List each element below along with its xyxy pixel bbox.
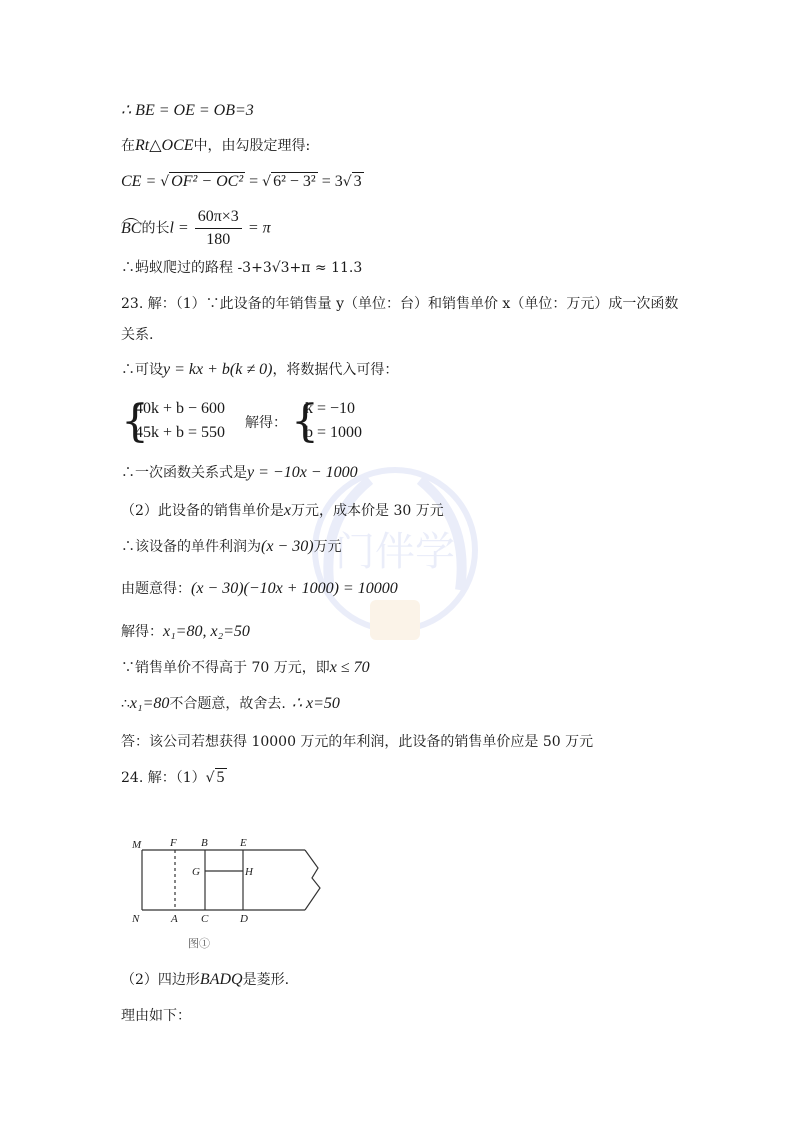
rectangle-fold-figure [120, 830, 340, 940]
label-C: C [201, 913, 209, 925]
label-N: N [132, 913, 140, 925]
label-A: A [171, 913, 178, 925]
line-solutions: 解得：x₁=80, x₂=50 [121, 623, 250, 640]
line-q24-part1: 24. 解：（1）√ 5 [121, 769, 225, 786]
line-assume-linear: ∴可设y = kx + b(k ≠ 0)，将数据代入可得： [121, 361, 399, 378]
figure-caption: 图① [188, 937, 210, 950]
line-unit-profit: ∴该设备的单件利润为(x − 30)万元 [121, 538, 342, 555]
label-B: B [201, 837, 208, 849]
line-reason: 理由如下： [121, 1008, 191, 1024]
line-profit-equation: 由题意得：(x − 30)(−10x + 1000) = 10000 [121, 580, 398, 597]
line-price-limit: ∵销售单价不得高于 70 万元，即x ≤ 70 [121, 659, 370, 676]
label-D: D [240, 913, 248, 925]
line-ant-path: ∴蚂蚁爬过的路程 -3+3√3+π ≈ 11.3 [121, 260, 363, 276]
watermark-text: 门伴学 [335, 529, 455, 575]
system2-row1: k = −10 [305, 400, 356, 417]
label-M: M [132, 839, 142, 851]
line-linear-function: ∴一次函数关系式是y = −10x − 1000 [121, 464, 358, 481]
line-discard-root: ∴x₁=80不合题意，故舍去. ∴ x=50 [121, 695, 340, 712]
label-H: H [245, 866, 253, 878]
system1-row1: 40k + b − 600 [135, 400, 226, 417]
line-arc-length: BC的长l = $\frac{60\pi\times 3}{180}$ = π [121, 208, 271, 248]
line-be-oe-ob: ∴ BE = OE = OB=3 [121, 102, 254, 119]
label-G: G [192, 866, 200, 878]
line-q23-intro: 23. 解：（1）∵此设备的年销售量 y（单位：台）和销售单价 x（单位：万元）成一次函数 [121, 296, 679, 312]
line-rt-triangle: 在Rt△OCE中，由勾股定理得: [121, 137, 311, 154]
line-q23-relation: 关系. [121, 327, 154, 343]
line-answer-q23: 答：该公司若想获得 10000 万元的年利润，此设备的销售单价应是 50 万元 [121, 734, 594, 750]
label-F: F [170, 837, 177, 849]
label-E: E [240, 837, 247, 849]
line-ce-formula: CE = √ OF² − OC² = √ 6² − 3² = 3√ 3 [121, 173, 362, 190]
system2-row2: b = 1000 [305, 424, 363, 441]
line-q24-part2: （2）四边形BADQ是菱形. [121, 971, 290, 988]
solve-label: 解得： [245, 415, 287, 431]
system1-row2: 45k + b = 550 [135, 424, 226, 441]
line-q23-part2: （2）此设备的销售单价是x万元，成本价是 30 万元 [121, 502, 444, 519]
